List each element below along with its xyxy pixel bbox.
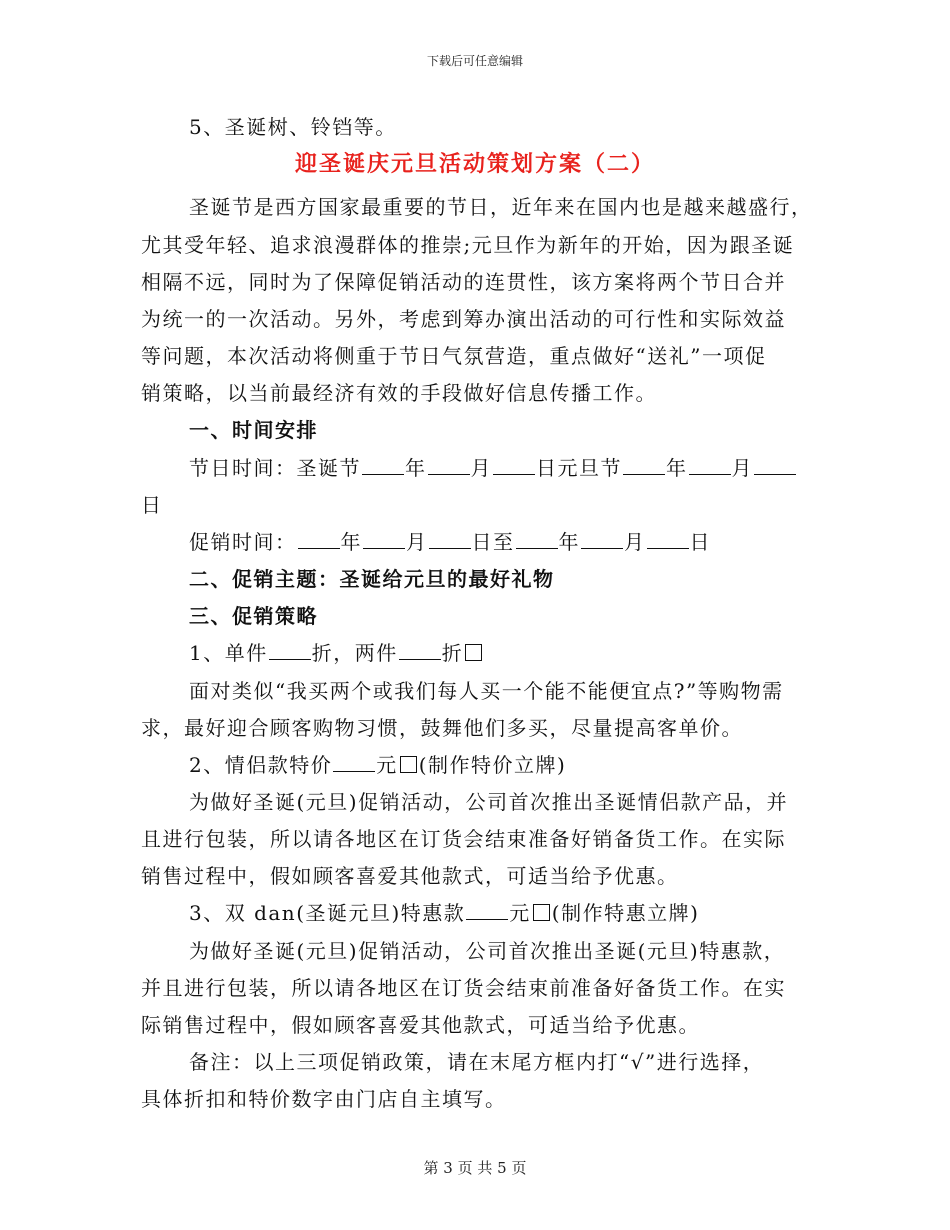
strategy-3-line — [189, 899, 699, 927]
blank-field — [429, 530, 471, 549]
strategy-2-text-1: 为做好圣诞(元旦)促销活动，公司首次推出圣诞情侣款产品，并 — [189, 790, 789, 814]
strategy-2-label: 2、情侣款特价 — [189, 753, 333, 777]
strategy-1-mid: 折，两件 — [311, 641, 398, 665]
strategy-1-text-1: 面对类似“我买两个或我们每人买一个能不能便宜点?”等购物需 — [189, 679, 784, 703]
strategy-3-note: (制作特惠立牌) — [551, 901, 700, 925]
year-label: 年 — [666, 456, 688, 480]
holiday-time-line — [189, 454, 797, 482]
blank-field — [363, 530, 405, 549]
to-label: 至 — [493, 530, 515, 554]
strategy-2-line — [189, 751, 566, 779]
yuan-label: 元 — [509, 901, 531, 925]
day-label: 日 — [536, 456, 558, 480]
note-text-2: 具体折扣和特价数字由门店自主填写。 — [141, 1087, 507, 1111]
month-label: 月 — [470, 456, 492, 480]
month-label: 月 — [731, 456, 753, 480]
blank-field — [516, 530, 558, 549]
section-heading-3: 三、促销策略 — [189, 604, 318, 628]
blank-field — [428, 456, 470, 475]
section-heading-1: 一、时间安排 — [189, 418, 318, 442]
day-label: 日 — [471, 530, 493, 554]
year-label: 年 — [340, 530, 362, 554]
promo-time-label: 促销时间： — [189, 530, 297, 554]
blank-field — [647, 530, 689, 549]
intro-line-5: 等问题，本次活动将侧重于节日气氛营造，重点做好“送礼”一项促 — [141, 344, 767, 368]
section-heading-2: 二、促销主题：圣诞给元旦的最好礼物 — [189, 567, 555, 591]
month-label: 月 — [624, 530, 646, 554]
month-label: 月 — [406, 530, 428, 554]
checkbox — [465, 644, 482, 661]
checkbox — [533, 904, 550, 921]
note-text-1: 备注：以上三项促销政策，请在末尾方框内打“√”进行选择， — [189, 1050, 765, 1074]
strategy-1-text-2: 求，最好迎合顾客购物习惯，鼓舞他们多买，尽量提高客单价。 — [141, 716, 743, 740]
strategy-1-line — [189, 639, 484, 667]
blank-field — [623, 456, 665, 475]
strategy-3-text-2: 并且进行包装，所以请各地区在订货会结束前准备好备货工作。在实 — [141, 976, 786, 1000]
strategy-3-text-1: 为做好圣诞(元旦)促销活动，公司首次推出圣诞(元旦)特惠款， — [189, 939, 786, 963]
page-header-note: 下载后可任意编辑 — [426, 54, 523, 68]
intro-line-3: 相隔不远，同时为了保障促销活动的连贯性，该方案将两个节日合并 — [141, 270, 786, 294]
blank-field — [399, 641, 441, 660]
strategy-1-label: 1、单件 — [189, 641, 268, 665]
strategy-3-text-3: 际销售过程中，假如顾客喜爱其他款式，可适当给予优惠。 — [141, 1013, 700, 1037]
strategy-1-end: 折 — [441, 641, 464, 665]
strategy-2-note: (制作特价立牌) — [418, 753, 567, 777]
checkbox — [400, 756, 417, 773]
intro-line-1: 圣诞节是西方国家最重要的节日，近年来在国内也是越来越盛行， — [189, 195, 813, 219]
strategy-2-text-3: 销售过程中，假如顾客喜爱其他款式，可适当给予优惠。 — [141, 864, 679, 888]
blank-field — [298, 530, 340, 549]
yuan-label: 元 — [376, 753, 398, 777]
blank-field — [362, 456, 404, 475]
promo-time-line — [189, 528, 711, 556]
blank-field — [754, 456, 796, 475]
holiday-time-wrap: 日 — [141, 493, 163, 517]
blank-field — [493, 456, 535, 475]
list-item-5: 5、圣诞树、铃铛等。 — [189, 115, 397, 139]
blank-field — [333, 753, 375, 772]
strategy-2-text-2: 且进行包装，所以请各地区在订货会结束准备好销备货工作。在实际 — [141, 827, 786, 851]
blank-field — [269, 641, 311, 660]
document-title: 迎圣诞庆元旦活动策划方案（二） — [294, 151, 655, 177]
new-year-label: 元旦节 — [557, 456, 622, 480]
page-footer: 第 3 页 共 5 页 — [423, 1159, 527, 1177]
intro-line-4: 为统一的一次活动。另外，考虑到筹办演出活动的可行性和实际效益 — [141, 307, 786, 331]
year-label: 年 — [558, 530, 580, 554]
intro-line-6: 销策略，以当前最经济有效的手段做好信息传播工作。 — [141, 381, 657, 405]
blank-field — [466, 901, 508, 920]
intro-line-2: 尤其受年轻、追求浪漫群体的推崇;元旦作为新年的开始，因为跟圣诞 — [141, 233, 795, 257]
holiday-label: 节日时间：圣诞节 — [189, 456, 361, 480]
blank-field — [581, 530, 623, 549]
day-label: 日 — [689, 530, 711, 554]
strategy-3-label: 3、双 dan(圣诞元旦)特惠款 — [189, 901, 466, 925]
blank-field — [689, 456, 731, 475]
year-label: 年 — [405, 456, 427, 480]
